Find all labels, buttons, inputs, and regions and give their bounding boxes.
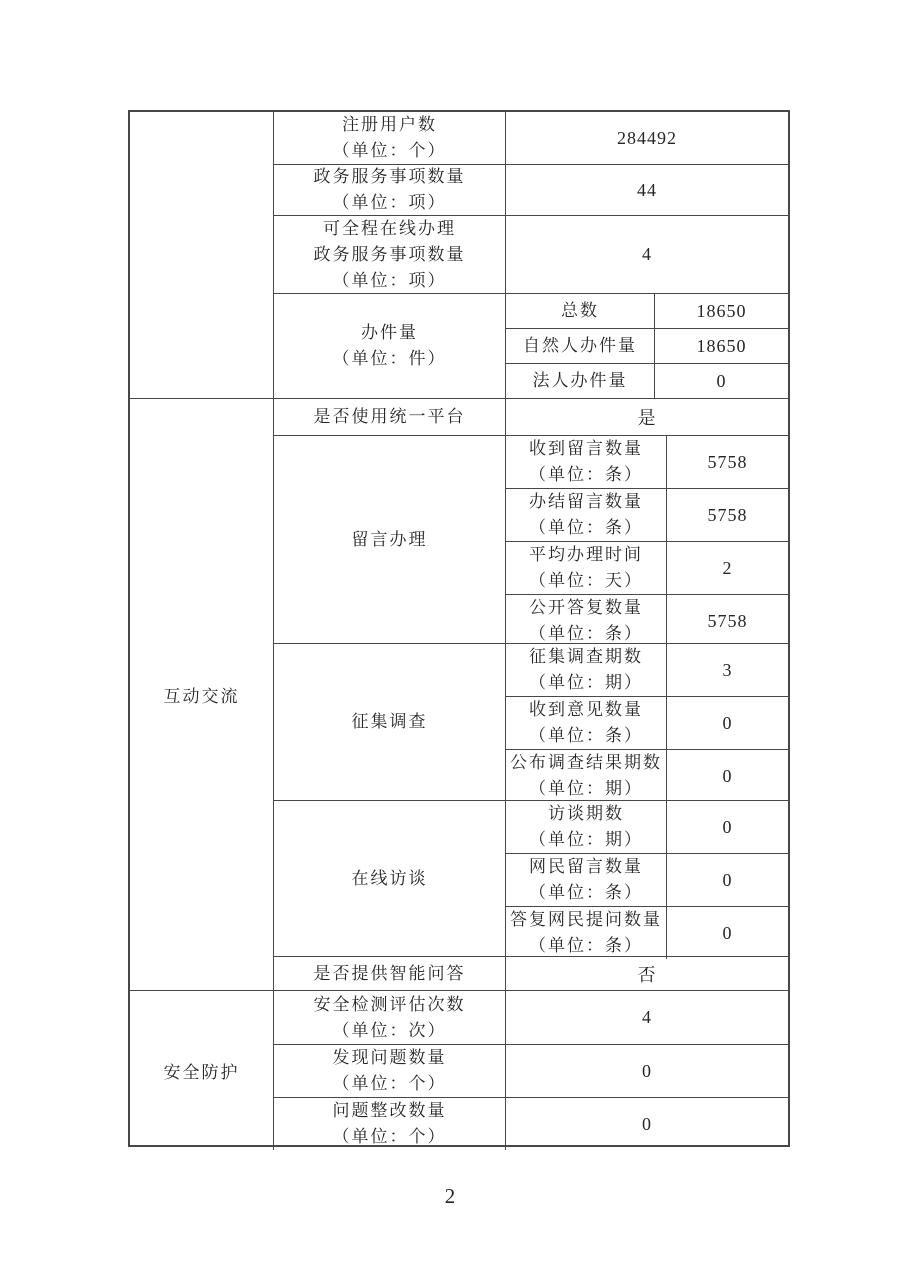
section-group-label: 互动交流 (130, 399, 274, 990)
row-label-line: 办件量 (361, 323, 418, 342)
subrow-label-line: 网民留言数量 (529, 857, 643, 876)
subrow-value: 0 (722, 922, 733, 943)
subrow-label-unit: （单位：条） (529, 883, 643, 902)
table-subrow (506, 906, 788, 959)
subrow-label: 总数 (506, 294, 655, 328)
table-subrow (506, 294, 788, 328)
row-label (274, 644, 506, 800)
subrow-label (506, 542, 667, 594)
subrow-label (506, 489, 667, 541)
table-subrow (506, 541, 788, 594)
subrow-value: 18650 (696, 335, 747, 356)
subrow-label-unit: （单位：条） (529, 465, 643, 484)
report-table (128, 110, 790, 1147)
table-subrow (506, 853, 788, 906)
row-value: 4 (642, 1007, 652, 1027)
row-label (274, 216, 506, 293)
subrow-label-unit: （单位：条） (529, 518, 643, 537)
subrow-label (506, 801, 667, 853)
table-row-group (274, 643, 788, 800)
row-label-unit: （单位：个） (332, 141, 447, 160)
table-row-group (274, 435, 788, 643)
subrow-value: 0 (722, 816, 733, 837)
subrow-label-line: 平均办理时间 (529, 545, 643, 564)
subrow-label (506, 697, 667, 749)
row-label-line: 留言办理 (351, 529, 428, 549)
table-row (274, 399, 788, 435)
subrow-label-line: 答复网民提问数量 (510, 910, 662, 929)
row-label-line: 是否提供智能问答 (313, 963, 466, 983)
subrow-label (506, 436, 667, 488)
subrow-label (506, 907, 667, 959)
table-subrow (506, 436, 788, 488)
subrow-label: 法人办件量 (506, 364, 655, 398)
table-subrow (506, 696, 788, 749)
row-label (274, 399, 506, 435)
subrow-value: 5758 (707, 610, 748, 631)
subrow-label (506, 595, 667, 647)
table-row (274, 1097, 788, 1150)
subrow-value: 0 (722, 869, 733, 890)
row-label-line: 安全检测评估次数 (313, 994, 466, 1014)
table-subrow (506, 801, 788, 853)
subrow-value: 0 (722, 712, 733, 733)
table-row-group (274, 293, 788, 398)
subrow-label-line: 征集调查期数 (529, 647, 643, 666)
table-row (274, 956, 788, 990)
row-label-line: 在线访谈 (351, 868, 428, 888)
subrow-label (506, 854, 667, 906)
subrow-label-unit: （单位：期） (529, 830, 643, 849)
row-label (274, 801, 506, 956)
section-group-label (130, 112, 274, 398)
row-label-unit: （单位：个） (332, 1127, 447, 1146)
row-label-line: 问题整改数量 (332, 1101, 447, 1120)
table-subrow (506, 644, 788, 696)
table-row (274, 215, 788, 293)
table-row (274, 1044, 788, 1097)
table-row (274, 112, 788, 164)
row-value: 4 (642, 244, 652, 264)
row-label-line: 征集调查 (351, 712, 428, 731)
row-label (274, 294, 506, 398)
subrow-label-unit: （单位：条） (529, 936, 643, 955)
row-label (274, 112, 506, 164)
subrow-label-unit: （单位：期） (529, 779, 643, 798)
subrow-label-unit: （单位：条） (529, 624, 643, 643)
subrow-label-line: 收到意见数量 (529, 700, 643, 719)
row-label-unit: （单位：项） (332, 270, 447, 290)
row-label (274, 991, 506, 1044)
row-label-line: 注册用户数 (342, 115, 437, 134)
table-row-group (274, 800, 788, 956)
row-value: 0 (642, 1113, 652, 1134)
row-label (274, 436, 506, 643)
subrow-label-unit: （单位：期） (529, 673, 643, 692)
row-value: 是 (637, 408, 657, 428)
table-section-security (130, 990, 788, 1150)
page-number: 2 (444, 1184, 456, 1208)
subrow-label-line: 访谈期数 (548, 804, 624, 823)
row-label-unit: （单位：件） (332, 349, 447, 368)
section-group-label: 安全防护 (130, 991, 274, 1150)
table-row (274, 164, 788, 215)
subrow-value: 5758 (707, 451, 748, 472)
table-row (274, 991, 788, 1044)
table-subrow (506, 594, 788, 647)
row-label-line: 政务服务事项数量 (313, 244, 466, 264)
row-label-line: 政务服务事项数量 (313, 167, 466, 186)
row-label-unit: （单位：项） (332, 193, 447, 212)
subrow-label-unit: （单位：天） (529, 571, 643, 590)
subrow-label: 自然人办件量 (506, 329, 655, 363)
row-label (274, 1098, 506, 1150)
table-subrow (506, 328, 788, 363)
row-label (274, 165, 506, 215)
subrow-label (506, 750, 667, 802)
row-value: 284492 (617, 127, 677, 148)
row-label (274, 957, 506, 990)
table-subrow (506, 488, 788, 541)
row-label-unit: （单位：次） (332, 1020, 447, 1040)
subrow-value: 3 (722, 659, 733, 680)
row-label-line: 是否使用统一平台 (313, 407, 466, 426)
row-value: 0 (642, 1060, 652, 1081)
subrow-value: 0 (722, 765, 733, 786)
row-label-unit: （单位：个） (332, 1074, 447, 1093)
subrow-value: 18650 (696, 300, 747, 321)
row-label-line: 发现问题数量 (332, 1048, 447, 1067)
table-subrow (506, 749, 788, 802)
table-section-services (130, 112, 788, 398)
table-section-interaction (130, 398, 788, 990)
row-value: 44 (637, 179, 657, 200)
subrow-label-line: 收到留言数量 (529, 439, 643, 458)
subrow-label-unit: （单位：条） (529, 726, 643, 745)
subrow-label-line: 公布调查结果期数 (510, 753, 662, 772)
row-value: 否 (637, 964, 657, 985)
subrow-value: 5758 (707, 504, 748, 525)
subrow-label (506, 644, 667, 696)
table-subrow (506, 363, 788, 398)
row-label (274, 1045, 506, 1097)
subrow-value: 2 (722, 557, 733, 578)
subrow-value: 0 (716, 370, 727, 391)
subrow-label-line: 公开答复数量 (529, 598, 643, 617)
row-label-line: 可全程在线办理 (323, 218, 456, 238)
subrow-label-line: 办结留言数量 (529, 492, 643, 511)
